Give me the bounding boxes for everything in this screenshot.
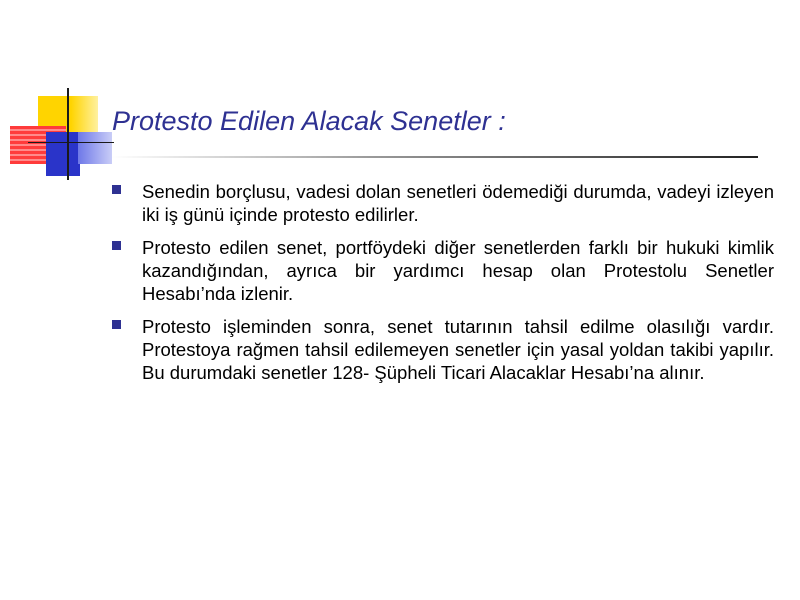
- logo-horizontal-line: [28, 142, 114, 143]
- square-bullet-icon: [112, 241, 121, 250]
- title-divider: [112, 156, 758, 158]
- slide-title: Protesto Edilen Alacak Senetler :: [112, 106, 506, 136]
- square-bullet-icon: [112, 185, 121, 194]
- square-bullet-icon: [112, 320, 121, 329]
- bullet-text: Senedin borçlusu, vadesi dolan senetleri ödemediği durumda, vadeyi izleyen iki iş günü içinde protesto edilirler.: [142, 181, 774, 225]
- bullet-item: [112, 236, 774, 305]
- bullet-text: Protesto işleminden sonra, senet tutarının tahsil edilme olasılığı vardır. Protestoya rağmen tahsil edilemeyen senetler için yasal yoldan takibi yapılır. Bu durumdaki senetler 128- Şüpheli Ticari Alacaklar Hesabı’na alınır.: [142, 316, 774, 383]
- bullet-item: [112, 180, 774, 226]
- bullet-text: Protesto edilen senet, portföydeki diğer senetlerden farklı bir hukuki kimlik kazandığından, ayrıca bir yardımcı hesap olan Protestolu Senetler Hesabı’nda izlenir.: [142, 237, 774, 304]
- logo-blue-fade-square: [78, 132, 112, 164]
- bullet-list: [112, 180, 774, 394]
- colored-squares-logo: [10, 88, 115, 180]
- logo-vertical-line: [67, 88, 69, 180]
- logo-blue-square: [46, 132, 80, 176]
- bullet-item: [112, 315, 774, 384]
